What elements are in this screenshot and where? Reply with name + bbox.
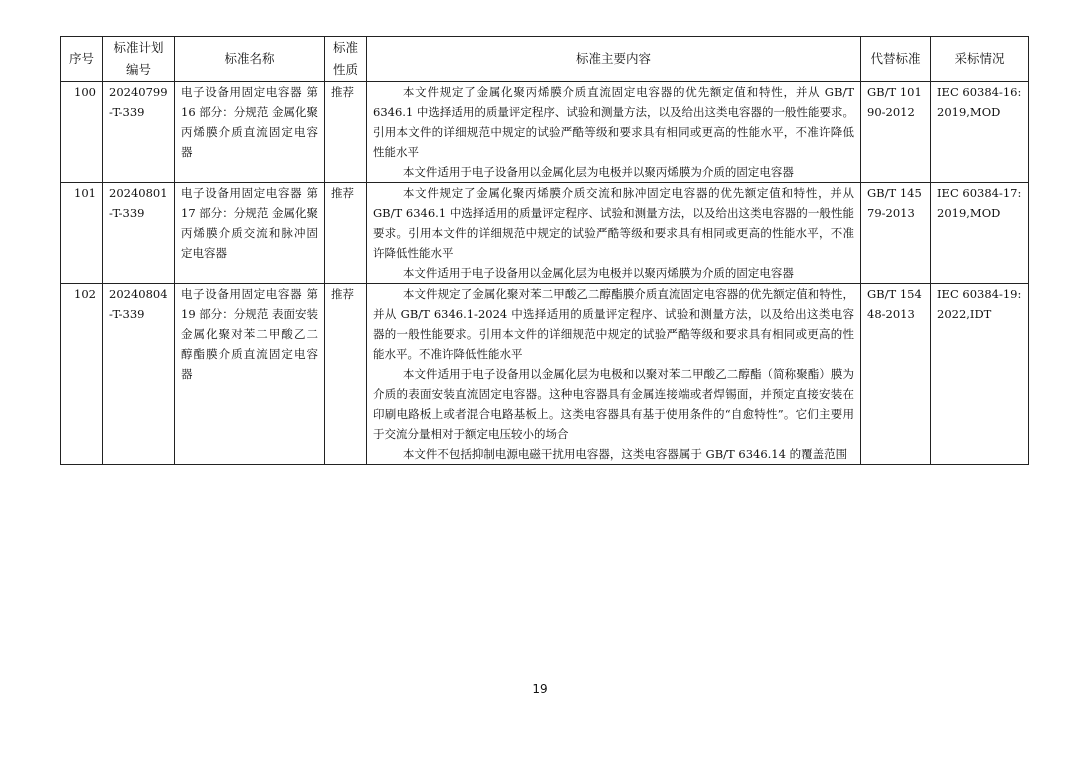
cell-content bbox=[367, 284, 861, 465]
cell-adopt: IEC 60384-19:2022,IDT bbox=[931, 284, 1029, 465]
header-seq: 序号 bbox=[61, 37, 103, 82]
cell-plan-no: 20240799-T-339 bbox=[103, 82, 175, 183]
table-row bbox=[61, 183, 1029, 284]
cell-plan-no: 20240801-T-339 bbox=[103, 183, 175, 284]
table-row bbox=[61, 82, 1029, 183]
cell-replace: GB/T 14579-2013 bbox=[861, 183, 931, 284]
header-replace: 代替标准 bbox=[861, 37, 931, 82]
content-paragraph: 本文件规定了金属化聚丙烯膜介质直流固定电容器的优先额定值和特性，并从 GB/T 6346.1 中选择适用的质量评定程序、试验和测量方法，以及给出这类电容器的一般性能要求。引用本文件的详细规范中规定的试验严酷等级和要求具有相同或更高的性能水平，不准许降低性能水平 bbox=[373, 85, 854, 159]
table-header-row bbox=[61, 37, 1029, 82]
cell-adopt: IEC 60384-17:2019,MOD bbox=[931, 183, 1029, 284]
content-paragraph: 本文件不包括抑制电源电磁干扰用电容器，这类电容器属于 GB/T 6346.14 的覆盖范围 bbox=[402, 447, 848, 461]
header-nature: 标准性质 bbox=[325, 37, 367, 82]
cell-replace: GB/T 15448-2013 bbox=[861, 284, 931, 465]
table-row bbox=[61, 284, 1029, 465]
cell-content bbox=[367, 82, 861, 183]
cell-content bbox=[367, 183, 861, 284]
cell-name: 电子设备用固定电容器 第 16 部分：分规范 金属化聚丙烯膜介质直流固定电容器 bbox=[175, 82, 325, 183]
content-paragraph: 本文件规定了金属化聚对苯二甲酸乙二醇酯膜介质直流固定电容器的优先额定值和特性，并从 GB/T 6346.1-2024 中选择适用的质量评定程序、试验和测量方法，以及给出这类电容器的一般性能要求。引用本文件的详细规范中规定的试验严酷等级和要求具有相同或更高的性能水平。不准许降低性能水平 bbox=[373, 287, 854, 361]
page-number: 19 bbox=[532, 682, 548, 696]
cell-replace: GB/T 10190-2012 bbox=[861, 82, 931, 183]
header-plan-no: 标准计划编号 bbox=[103, 37, 175, 82]
header-adopt: 采标情况 bbox=[931, 37, 1029, 82]
cell-name: 电子设备用固定电容器 第 19 部分：分规范 表面安装金属化聚对苯二甲酸乙二醇酯膜介质直流固定电容器 bbox=[175, 284, 325, 465]
cell-nature: 推荐 bbox=[325, 82, 367, 183]
content-paragraph: 本文件适用于电子设备用以金属化层为电极并以聚丙烯膜为介质的固定电容器 bbox=[402, 165, 794, 179]
cell-nature: 推荐 bbox=[325, 183, 367, 284]
content-paragraph: 本文件适用于电子设备用以金属化层为电极并以聚丙烯膜为介质的固定电容器 bbox=[402, 266, 794, 280]
cell-nature: 推荐 bbox=[325, 284, 367, 465]
cell-adopt: IEC 60384-16:2019,MOD bbox=[931, 82, 1029, 183]
cell-name: 电子设备用固定电容器 第 17 部分：分规范 金属化聚丙烯膜介质交流和脉冲固定电容器 bbox=[175, 183, 325, 284]
content-paragraph: 本文件适用于电子设备用以金属化层为电极和以聚对苯二甲酸乙二醇酯（简称聚酯）膜为介质的表面安装直流固定电容器。这种电容器具有金属连接端或者焊锡面，并预定直接安装在印刷电路板上或者混合电路基板上。这类电容器具有基于使用条件的“自愈特性”。它们主要用于交流分量相对于额定电压较小的场合 bbox=[373, 367, 854, 441]
standards-table bbox=[60, 36, 1029, 465]
cell-plan-no: 20240804-T-339 bbox=[103, 284, 175, 465]
content-paragraph: 本文件规定了金属化聚丙烯膜介质交流和脉冲固定电容器的优先额定值和特性，并从 GB/T 6346.1 中选择适用的质量评定程序、试验和测量方法，以及给出这类电容器的一般性能要求。引用本文件的详细规范中规定的试验严酷等级和要求具有相同或更高的性能水平，不准许降低性能水平 bbox=[373, 186, 854, 260]
cell-seq: 102 bbox=[61, 284, 103, 465]
cell-seq: 100 bbox=[61, 82, 103, 183]
header-name: 标准名称 bbox=[175, 37, 325, 82]
cell-seq: 101 bbox=[61, 183, 103, 284]
header-content: 标准主要内容 bbox=[367, 37, 861, 82]
